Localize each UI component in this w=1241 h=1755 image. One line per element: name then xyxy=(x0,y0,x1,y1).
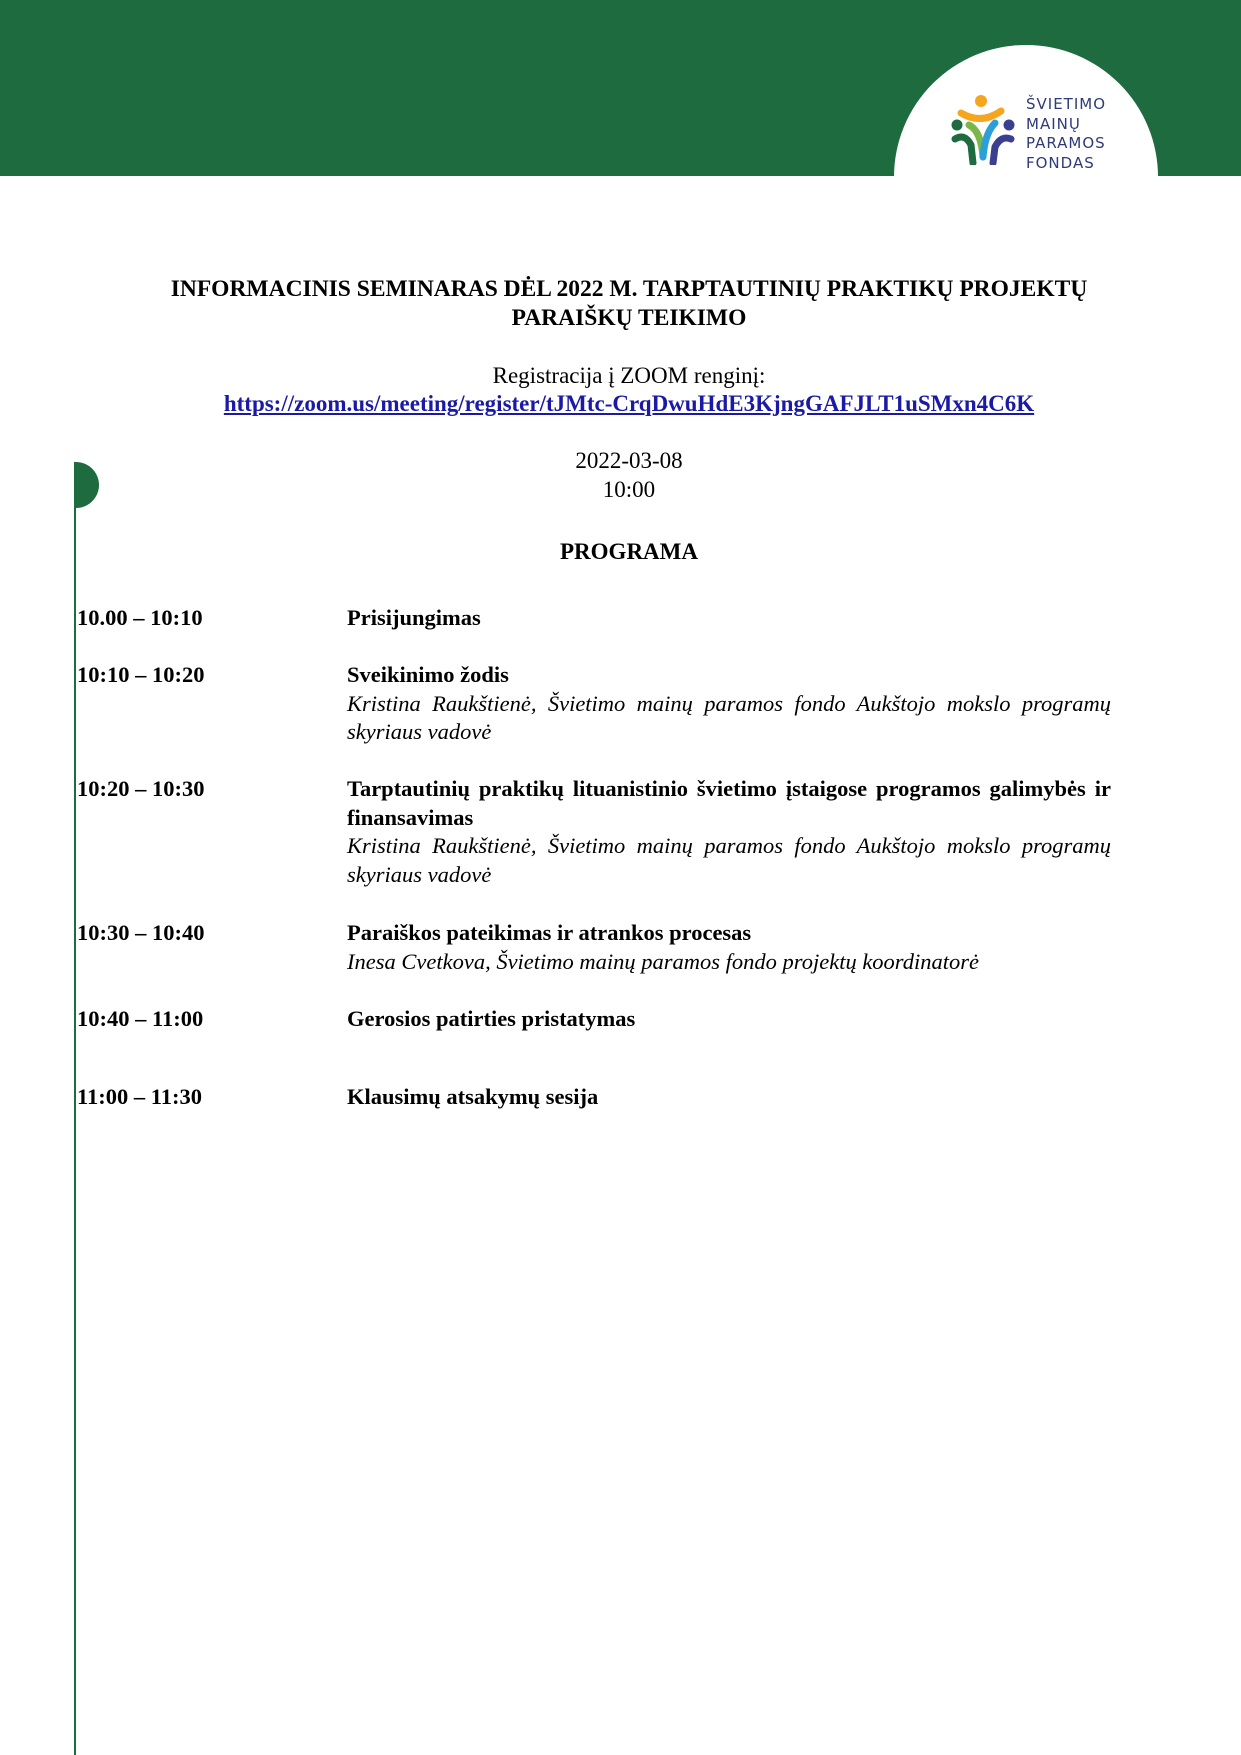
logo-line: MAINŲ xyxy=(1026,114,1081,133)
agenda-body xyxy=(347,775,1111,889)
agenda-row xyxy=(77,1005,1112,1083)
agenda-title: Tarptautinių praktikų lituanistinio švietimo įstaigose programos galimybės ir finansavimas xyxy=(347,776,1111,830)
logo-line: PARAMOS xyxy=(1026,134,1106,152)
agenda-speaker: Inesa Cvetkova, Švietimo mainų paramos fondo projektų koordinatorė xyxy=(347,948,979,974)
event-date: 2022-03-08 xyxy=(575,448,683,473)
logo-line: ŠVIETIMO xyxy=(1026,95,1107,113)
agenda-time: 10:10 – 10:20 xyxy=(77,662,205,687)
logo-text xyxy=(1026,95,1106,173)
agenda-time: 11:00 – 11:30 xyxy=(77,1084,203,1109)
logo-mark-icon xyxy=(951,95,1015,165)
agenda-title: Gerosios patirties pristatymas xyxy=(347,1006,636,1031)
agenda-row xyxy=(77,1083,1112,1123)
title-line-1: INFORMACINIS SEMINARAS DĖL 2022 M. TARPTAUTINIŲ PRAKTIKŲ PROJEKTŲ xyxy=(170,276,1088,302)
side-accent-dot xyxy=(75,462,99,508)
agenda-row xyxy=(77,775,1112,919)
agenda-body xyxy=(347,661,1111,747)
agenda-body xyxy=(347,1083,1111,1112)
agenda-row xyxy=(77,661,1112,775)
registration-label: Registracija į ZOOM renginį: xyxy=(492,363,766,388)
agenda xyxy=(77,604,1112,1123)
agenda-row xyxy=(77,604,1112,661)
agenda-time: 10:40 – 11:00 xyxy=(77,1006,204,1031)
agenda-title: Klausimų atsakymų sesija xyxy=(347,1084,599,1109)
document-title xyxy=(100,275,1158,333)
event-time: 10:00 xyxy=(602,477,656,502)
registration-link[interactable]: https://zoom.us/meeting/register/tJMtc-CrqDwuHdE3KjngGAFJLT1uSMxn4C6K xyxy=(223,391,1035,416)
title-line-2: PARAIŠKŲ TEIKIMO xyxy=(511,305,747,331)
logo xyxy=(894,45,1158,309)
side-accent-line xyxy=(74,462,76,1755)
program-heading: PROGRAMA xyxy=(560,539,698,564)
agenda-row xyxy=(77,919,1112,1005)
agenda-title: Paraiškos pateikimas ir atrankos procesas xyxy=(347,920,752,945)
agenda-body xyxy=(347,919,1111,976)
agenda-body xyxy=(347,604,1111,633)
agenda-body xyxy=(347,1005,1111,1034)
agenda-time: 10:30 – 10:40 xyxy=(77,920,205,945)
agenda-title: Sveikinimo žodis xyxy=(347,662,509,687)
agenda-time: 10:20 – 10:30 xyxy=(77,776,205,801)
agenda-title: Prisijungimas xyxy=(347,605,481,630)
agenda-speaker: Kristina Raukštienė, Švietimo mainų paramos fondo Aukštojo mokslo programų skyriaus vadovė xyxy=(347,833,1111,887)
logo-line: FONDAS xyxy=(1026,153,1095,172)
agenda-speaker: Kristina Raukštienė, Švietimo mainų paramos fondo Aukštojo mokslo programų skyriaus vadovė xyxy=(347,690,1111,744)
agenda-time: 10.00 – 10:10 xyxy=(77,605,203,630)
